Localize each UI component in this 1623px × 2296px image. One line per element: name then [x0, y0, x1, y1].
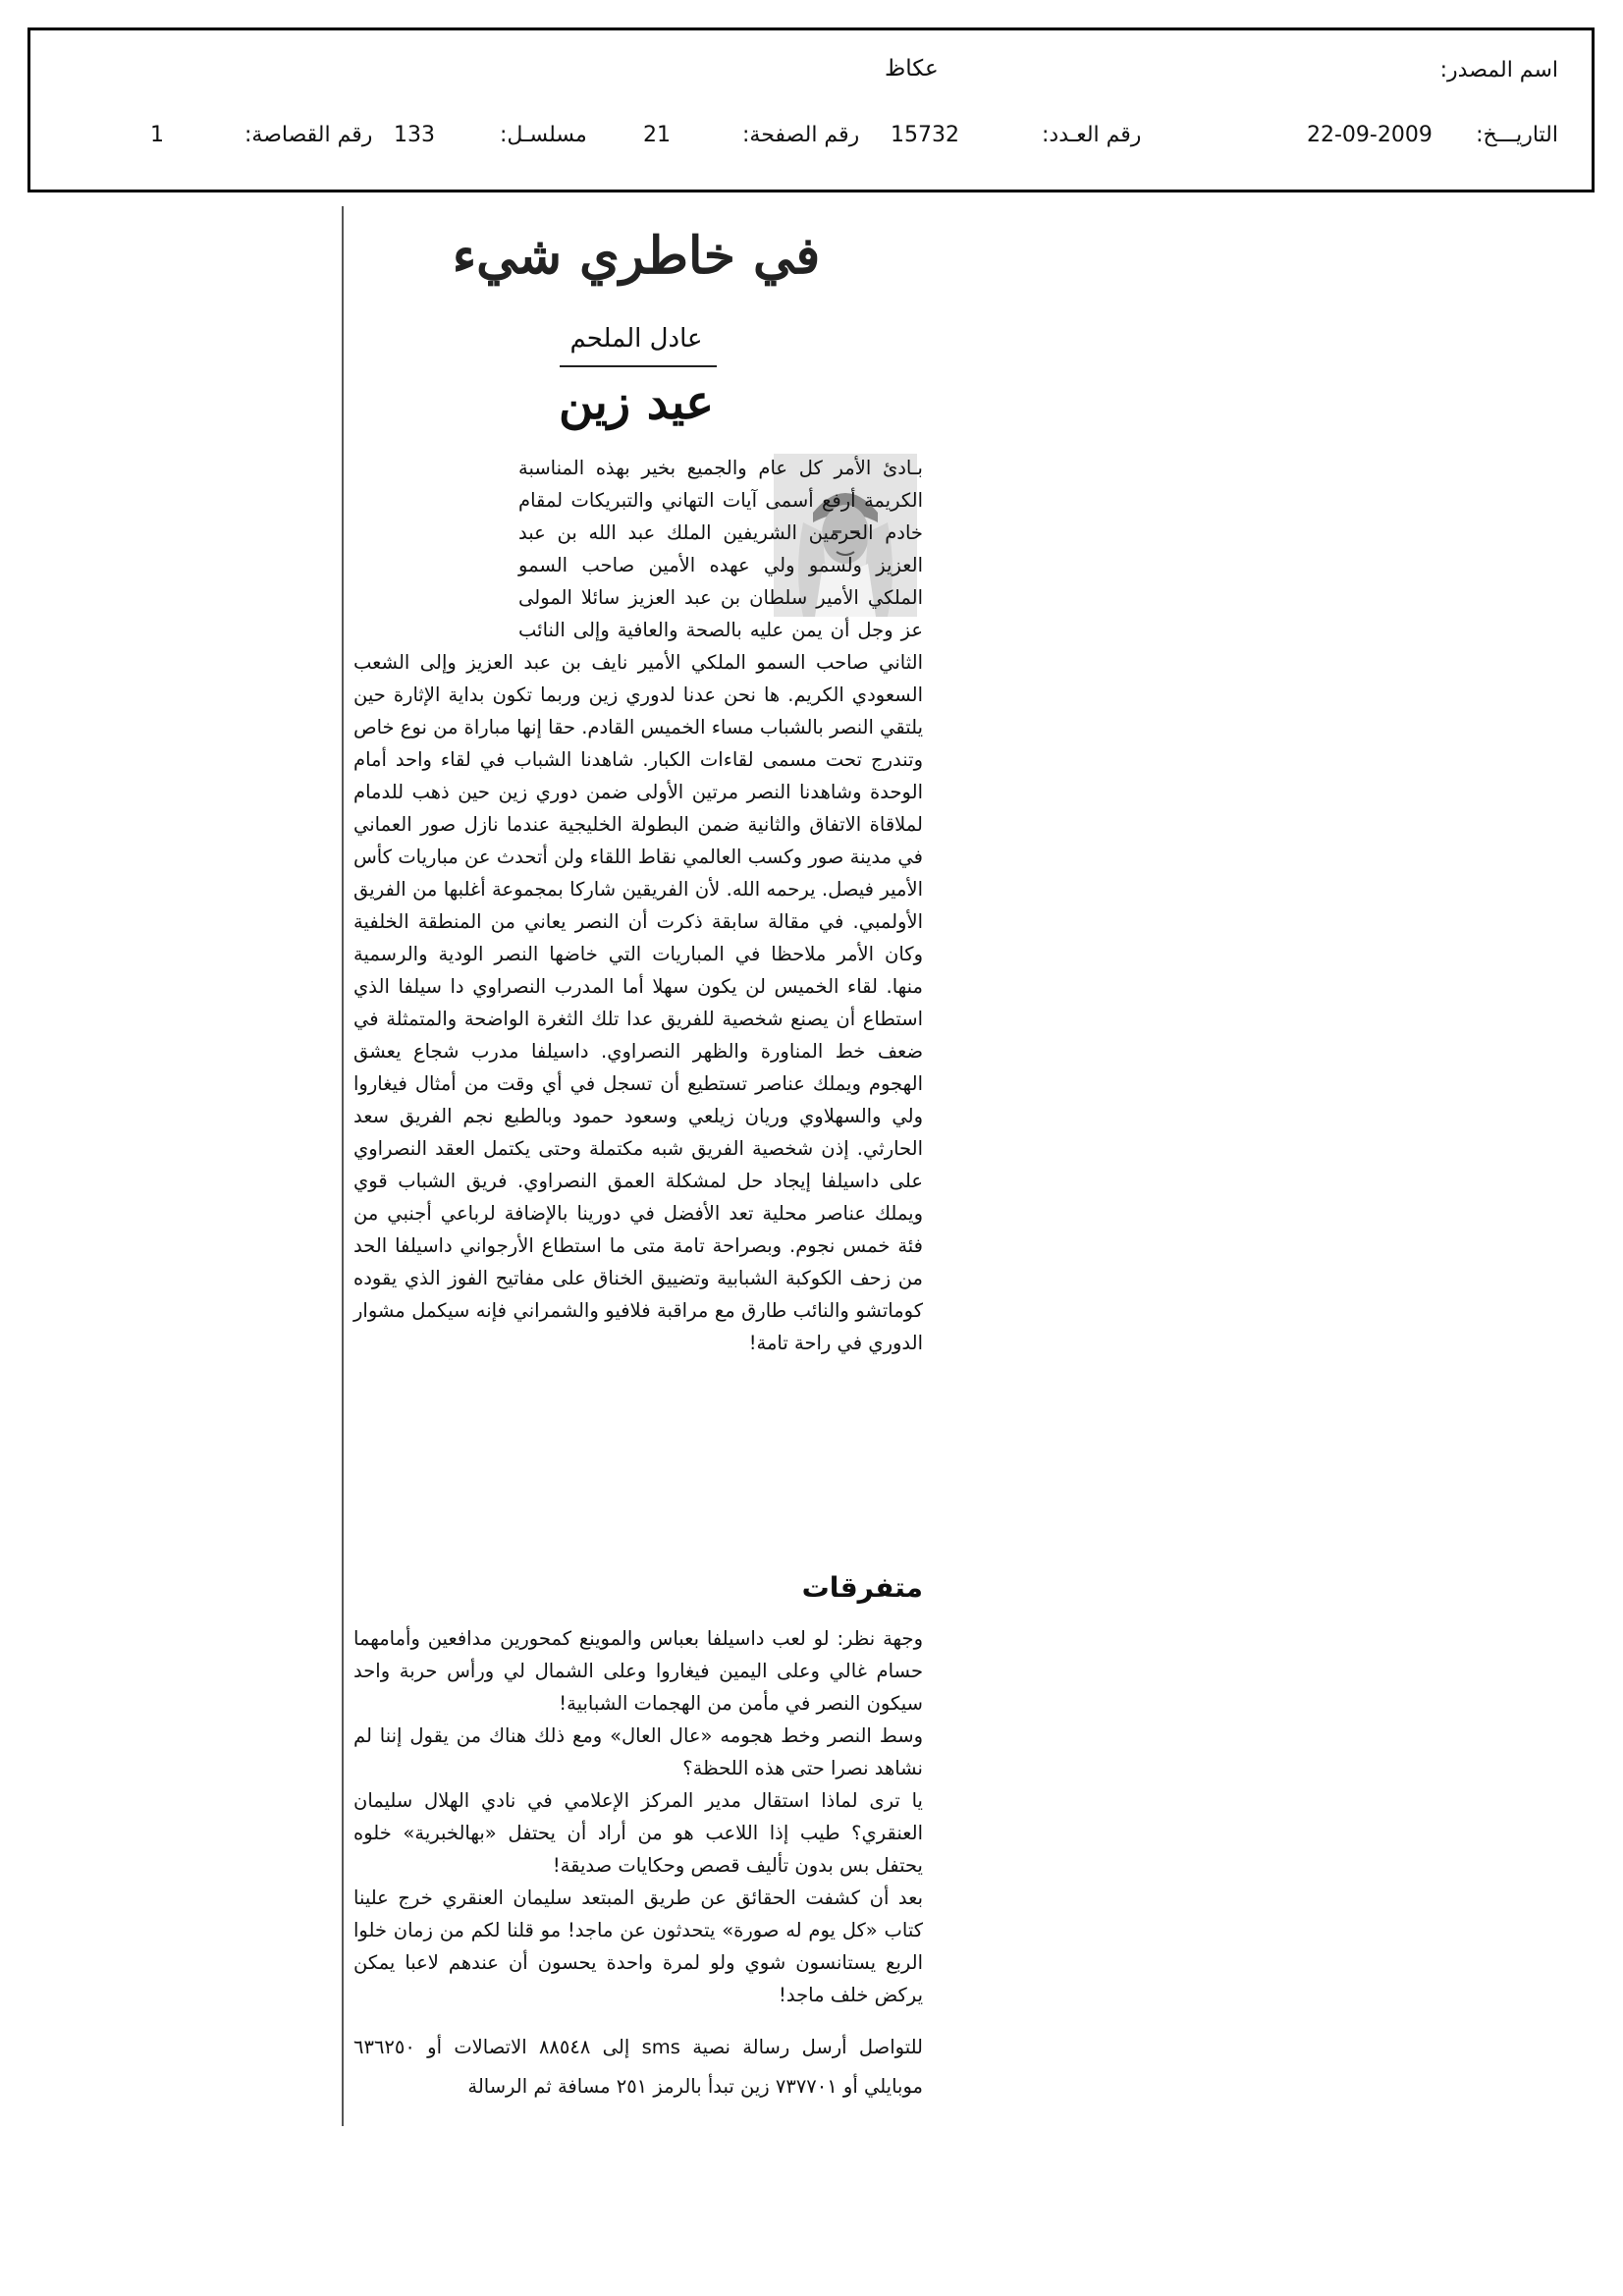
contact-info: للتواصل أرسل رسالة نصية sms إلى ٨٨٥٤٨ الاتصالات أو ٦٣٦٢٥٠ موبايلي أو ٧٣٧٧٠١ زين تبدأ بالرمز ٢٥١ مسافة ثم الرسالة [353, 2036, 923, 2098]
misc-paragraph: بعد أن كشفت الحقائق عن طريق المبتعد سليمان العنقري خرج علينا كتاب «كل يوم له صورة» يتحدثون عن ماجد! مو قلنا لكم من زمان خلوا الربع يستانسون شوي ولو لمرة واحدة يحسون أن عندهم لاعبا يمكن يركض خلف ماجد! [353, 1886, 923, 2006]
date-label: التاريـــخ: [1476, 123, 1558, 147]
serial-value: 133 [394, 123, 435, 147]
column-title: في خاطري شيء [452, 226, 821, 286]
clip-label: رقم القصاصة: [244, 123, 373, 147]
source-value: عكاظ [885, 56, 939, 82]
date-value: 22-09-2009 [1307, 123, 1433, 147]
newspaper-clipping [342, 206, 943, 2126]
article-paragraph: بـادئ الأمر كل عام والجميع بخير بهذه المناسبة الكريمة أرفع أسمى آيات التهاني والتبريكات لمقام خادم الحرمين الشريفين الملك عبد الله بن عبد العزيز ولسمو ولي عهده الأمين صاحب السمو الملكي الأمير سلطان بن عبد العزيز سائلا المولى عز وجل أن يمن عليه بالصحة والعافية وإلى النائب الثاني صاحب السمو الملكي الأمير نايف بن عبد العزيز وإلى الشعب السعودي الكريم. ها نحن عدنا لدوري زين وربما تكون بداية الإثارة حين يلتقي النصر بالشباب مساء الخميس القادم. حقا إنها مباراة من نوع خاص وتندرج تحت مسمى لقاءات الكبار. شاهدنا الشباب في لقاء واحد أمام الوحدة وشاهدنا النصر مرتين الأولى ضمن دوري زين حين ذهب للدمام لملاقاة الاتفاق والثانية ضمن البطولة الخليجية عندما نازل صور العماني في مدينة صور وكسب العالمي نقاط اللقاء ولن أتحدث عن مباريات كأس الأمير فيصل. يرحمه الله. لأن الفريقين شاركا بمجموعة أغلبها من الفريق الأولمبي. في مقالة سابقة ذكرت أن النصر يعاني من المنطقة الخلفية وكان الأمر ملاحظا في المباريات التي خاضها النصر الودية والرسمية منها. لقاء الخميس لن يكون سهلا أما المدرب النصراوي دا سيلفا الذي استطاع أن يصنع شخصية للفريق عدا تلك الثغرة الواضحة والمتمثلة في ضعف خط المناورة والظهر النصراوي. داسيلفا مدرب شجاع يعشق الهجوم ويملك عناصر تستطيع أن تسجل في أي وقت من أمثال فيغاروا ولي والسهلاوي وريان زيلعي وسعود حمود وبالطبع نجم الفريق سعد الحارثي. إذن شخصية الفريق شبه مكتملة وحتى يكتمل العقد النصراوي على داسيلفا إيجاد حل لمشكلة العمق النصراوي. فريق الشباب قوي ويملك عناصر محلية تعد الأفضل في دورينا بالإضافة لرباعي أجنبي من فئة خمس نجوم. وبصراحة تامة متى ما استطاع الأرجواني داسيلفا الحد من زحف الكوكبة الشبابية وتضييق الخناق على مفاتيح الفوز الذي يقوده كوماتشو والنائب طارق مع مراقبة فلافيو والشمراني فإنه سيكمل مشوار الدوري في راحة تامة! [353, 457, 923, 1354]
clip-value: 1 [150, 123, 164, 147]
article-title: عيد زين [558, 375, 715, 430]
source-label: اسم المصدر: [1439, 58, 1558, 82]
page-label: رقم الصفحة: [742, 123, 860, 147]
serial-label: مسلسـل: [500, 123, 587, 147]
misc-paragraph: وجهة نظر: لو لعب داسيلفا بعباس والموينع كمحورين مدافعين وأمامهما حسام غالي وعلى اليمين فيغاروا وعلى الشمال لي ورأس حربة واحد سيكون النصر في مأمن من الهجمات الشبابية! [353, 1627, 923, 1715]
column-rule [342, 206, 344, 2126]
misc-paragraph: وسط النصر وخط هجومه «عال العال» ومع ذلك هناك من يقول إننا لم نشاهد نصرا حتى هذه اللحظة؟ [353, 1724, 923, 1779]
issue-value: 15732 [891, 123, 959, 147]
misc-paragraph: يا ترى لماذا استقال مدير المركز الإعلامي في نادي الهلال سليمان العنقري؟ طيب إذا اللاعب هو من أراد أن يحتفل «بهالخبرية» خلوه يحتفل بس بدون تأليف قصص وحكايات صديقة! [353, 1789, 923, 1877]
article-body [353, 452, 923, 1359]
title-divider [560, 365, 717, 367]
clipping-header [27, 27, 1595, 192]
issue-label: رقم العـدد: [1042, 123, 1142, 147]
author-name: عادل الملحم [569, 324, 703, 354]
photo-spacer [353, 452, 518, 627]
page-value: 21 [643, 123, 671, 147]
misc-section [353, 1622, 923, 2011]
misc-heading: متفرقات [801, 1571, 923, 1604]
